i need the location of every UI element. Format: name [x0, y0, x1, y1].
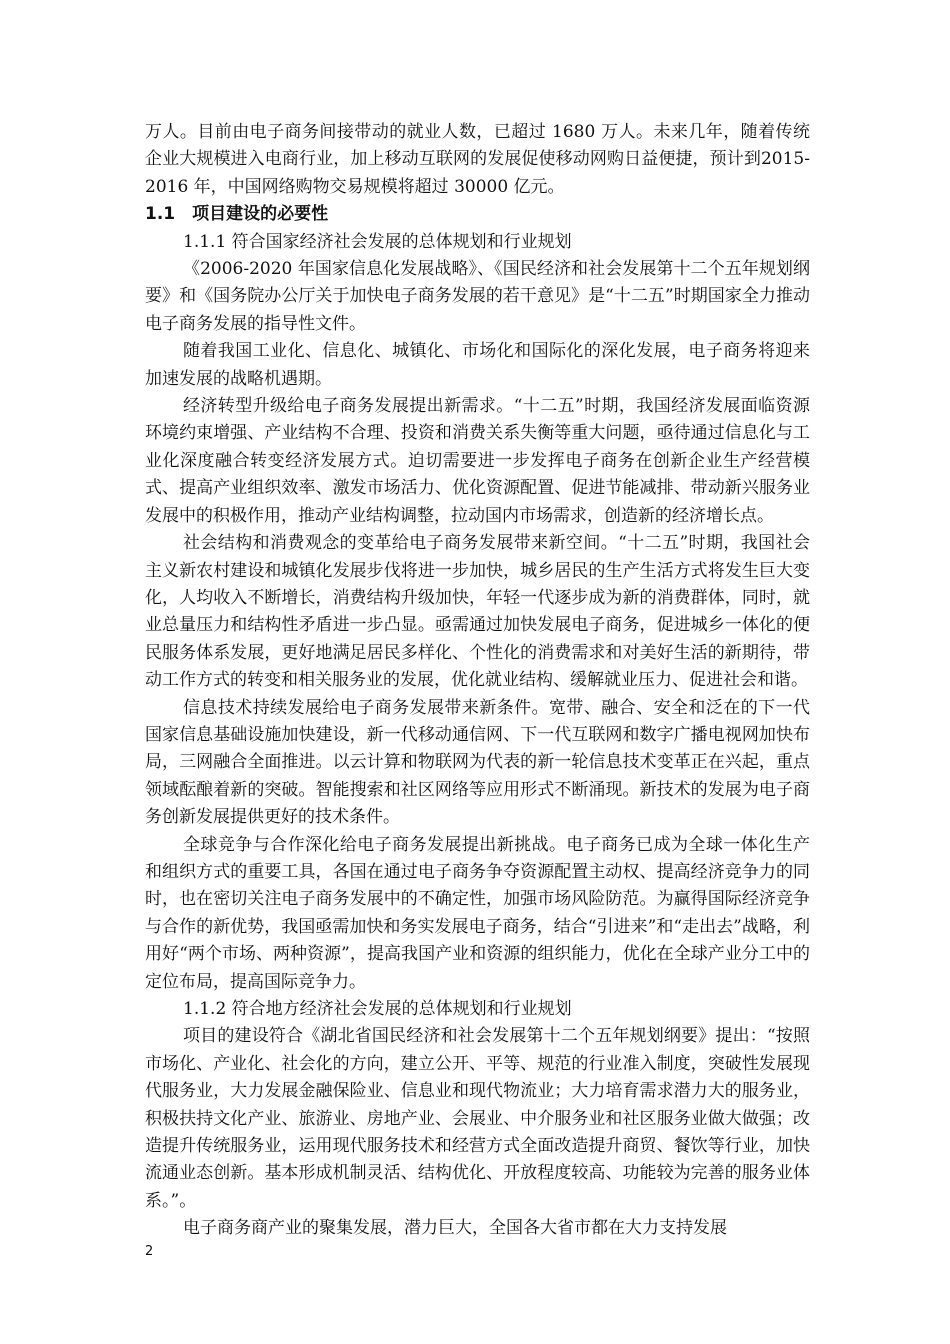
- body-paragraph: 全球竞争与合作深化给电子商务发展提出新挑战。电子商务已成为全球一体化生产和组织方式的重要工具，各国在通过电子商务争夺资源配置主动权、提高经济竞争力的同时，也在密切关注电子商务发展中的不确定性，加强市场风险防范。为赢得国际经济竞争与合作的新优势，我国亟需加快和务实发展电子商务，结合“引进来”和“走出去”战略，利用好“两个市场、两种资源”，提高我国产业和资源的组织能力，优化在全球产业分工中的定位布局，提高国际竞争力。: [145, 834, 810, 992]
- intro-paragraph: 万人。目前由电子商务间接带动的就业人数，已超过 1680 万人。未来几年，随着传统企业大规模进入电商行业，加上移动互联网的发展促使移动网购日益便捷，预计到2015-2016 年，中国网络购物交易规模将超过 30000 亿元。: [145, 122, 810, 197]
- page-number: 2: [145, 1244, 154, 1259]
- body-paragraph: 《2006-2020 年国家信息化发展战略》、《国民经济和社会发展第十二个五年规划纲要》和《国务院办公厅关于加快电子商务发展的若干意见》是“十二五”时期国家全力推动电子商务发展的指导性文件。: [145, 259, 810, 334]
- body-paragraph: 社会结构和消费观念的变革给电子商务发展带来新空间。“十二五”时期，我国社会主义新农村建设和城镇化发展步伐将进一步加快，城乡居民的生产生活方式将发生巨大变化，人均收入不断增长，消费结构升级加快，年轻一代逐步成为新的消费群体，同时，就业总量压力和结构性矛盾进一步凸显。亟需通过加快发展电子商务，促进城乡一体化的便民服务体系发展，更好地满足居民多样化、个性化的消费需求和对美好生活的新期待，带动工作方式的转变和相关服务业的发展，优化就业结构、缓解就业压力、促进社会和谐。: [145, 533, 810, 691]
- body-paragraph: 随着我国工业化、信息化、城镇化、市场化和国际化的深化发展，电子商务将迎来加速发展的战略机遇期。: [145, 341, 810, 389]
- section-heading: 1.1 项目建设的必要性: [145, 204, 329, 225]
- document-body: [145, 119, 810, 1243]
- body-paragraph: 电子商务商产业的聚集发展，潜力巨大，全国各大省市都在大力支持发展: [183, 1218, 727, 1239]
- subsection-1-heading: 1.1.1 符合国家经济社会发展的总体规划和行业规划: [183, 231, 572, 252]
- subsection-2-heading: 1.1.2 符合地方经济社会发展的总体规划和行业规划: [183, 999, 572, 1019]
- body-paragraph: 经济转型升级给电子商务发展提出新需求。“十二五”时期，我国经济发展面临资源环境约束增强、产业结构不合理、投资和消费关系失衡等重大问题，亟待通过信息化与工业化深度融合转变经济发展方式。迫切需要进一步发挥电子商务在创新企业生产经营模式、提高产业组织效率、激发市场活力、优化资源配置、促进节能减排、带动新兴服务业发展中的积极作用，推动产业结构调整，拉动国内市场需求，创造新的经济增长点。: [145, 396, 810, 526]
- body-paragraph: 信息技术持续发展给电子商务发展带来新条件。宽带、融合、安全和泛在的下一代国家信息基础设施加快建设，新一代移动通信网、下一代互联网和数字广播电视网加快布局，三网融合全面推进。以云计算和物联网为代表的新一轮信息技术变革正在兴起，重点领域酝酿着新的突破。智能搜索和社区网络等应用形式不断涌现。新技术的发展为电子商务创新发展提供更好的技术条件。: [145, 697, 810, 828]
- body-paragraph: 项目的建设符合《湖北省国民经济和社会发展第十二个五年规划纲要》提出：“按照市场化、产业化、社会化的方向，建立公开、平等、规范的行业准入制度，突破性发展现代服务业，大力发展金融保险业、信息业和现代物流业；大力培育需求潜力大的服务业，积极扶持文化产业、旅游业、房地产业、会展业、中介服务业和社区服务业做大做强；改造提升传统服务业，运用现代服务技术和经营方式全面改造提升商贸、餐饮等行业，加快流通业态创新。基本形成机制灵活、结构优化、开放程度较高、功能较为完善的服务业体系。”。: [145, 1026, 810, 1211]
